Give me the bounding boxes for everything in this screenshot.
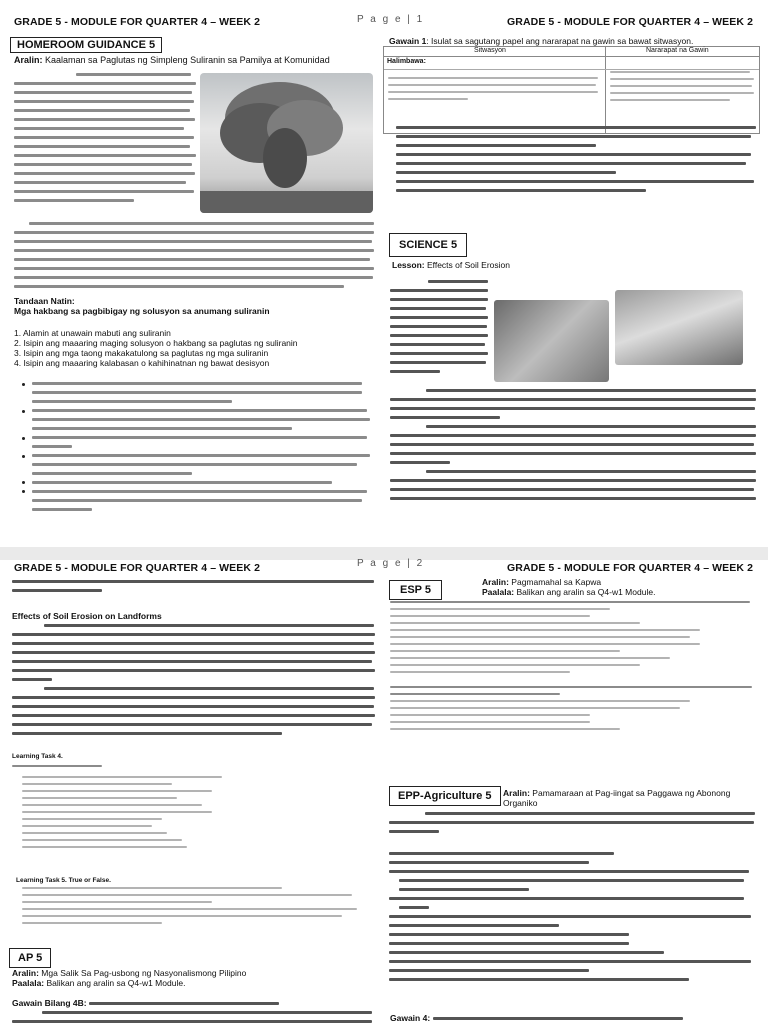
ash-cloud-icon (200, 73, 373, 213)
task4-items (22, 776, 322, 848)
gawain1-instruction: Gawain 1: Isulat sa sagutang papel ang nararapat na gawin sa bawat sitwasyon. (389, 36, 694, 46)
task5-instruction: Learning Task 5. True or False. (16, 877, 111, 884)
step-item: 3. Isipin ang mga taong makakatulong sa paglutas ng mga suliranin (14, 348, 269, 358)
steps-heading: Mga hakbang sa pagbibigay ng solusyon sa anumang suliranin (14, 306, 270, 316)
gawain1-table (383, 46, 760, 134)
task5-items (22, 887, 372, 924)
ap-lesson: Aralin: Mga Salik Sa Pag-usbong ng Nasyonalismong Pilipino (12, 968, 247, 978)
science-title: SCIENCE 5 (389, 233, 467, 257)
step-item: 1. Alamin at unawain mabuti ang suliranin (14, 328, 171, 338)
science-intro (390, 280, 490, 373)
epp-lesson: Aralin: Pamamaraan at Pag-iingat sa Paggawa ng Abonong Organiko (503, 788, 731, 808)
gawain1-situations (386, 126, 758, 192)
epp-title: EPP-Agriculture 5 (389, 786, 501, 806)
page1-left-header: GRADE 5 - MODULE FOR QUARTER 4 – WEEK 2 (14, 16, 261, 28)
page1-right-header: GRADE 5 - MODULE FOR QUARTER 4 – WEEK 2 (507, 16, 754, 28)
homeroom-title: HOMEROOM GUIDANCE 5 (10, 37, 162, 53)
esp-title: ESP 5 (389, 580, 442, 600)
homeroom-bullets (22, 382, 374, 511)
ap-gawain: Gawain Bilang 4B: (12, 998, 279, 1008)
homeroom-intro-text (14, 73, 196, 202)
step-item: 4. Isipin ang maaaring kalabasan o kahihinatnan ng bawat desisyon (14, 358, 270, 368)
esp-lesson: Aralin: Pagmamahal sa Kapwa (482, 577, 602, 587)
homeroom-lesson: Aralin: Kaalaman sa Paglutas ng Simpleng Suliranin sa Pamilya at Komunidad (14, 55, 330, 65)
effects-body (12, 624, 377, 735)
esp-gawain6-items (390, 686, 758, 730)
ap-reminder: Paalala: Balikan ang aralin sa Q4-w1 Module. (12, 978, 186, 988)
science-lesson: Lesson: Effects of Soil Erosion (392, 260, 510, 270)
page2-page-number: P a g e | 2 (357, 558, 425, 569)
col-nararapat: Nararapat na Gawin (646, 47, 709, 54)
ap-paragraph (12, 1011, 372, 1023)
science-continued (12, 580, 377, 592)
halimbawa-label: Halimbawa: (387, 58, 426, 65)
epp-gawain4: Gawain 4: (390, 1013, 683, 1023)
task4-instruction: Learning Task 4. (12, 752, 377, 767)
effects-heading: Effects of Soil Erosion on Landforms (12, 611, 162, 621)
esp-reminder: Paalala: Balikan ang aralin sa Q4-w1 Module. (482, 587, 656, 597)
volcano-eruption-photo (200, 73, 373, 213)
step-item: 2. Isipin ang maaaring maging solusyon o hakbang sa paglutas ng suliranin (14, 338, 298, 348)
epp-paragraph (389, 812, 757, 833)
tandaan-heading: Tandaan Natin: (14, 296, 75, 306)
col-sitwasyon: Sitwasyon (474, 47, 506, 54)
page2-left-header: GRADE 5 - MODULE FOR QUARTER 4 – WEEK 2 (14, 562, 261, 574)
science-body (390, 389, 758, 500)
steps-list (14, 328, 298, 368)
ap-title: AP 5 (9, 948, 51, 968)
homeroom-body-paragraph (14, 222, 374, 288)
page2-right-header: GRADE 5 - MODULE FOR QUARTER 4 – WEEK 2 (507, 562, 754, 574)
epp-steps (389, 852, 757, 981)
page1-page-number: P a g e | 1 (357, 14, 425, 25)
esp-gawain5-items (390, 601, 758, 673)
rock-photo-2 (615, 290, 743, 365)
rock-photo-1 (494, 300, 609, 382)
